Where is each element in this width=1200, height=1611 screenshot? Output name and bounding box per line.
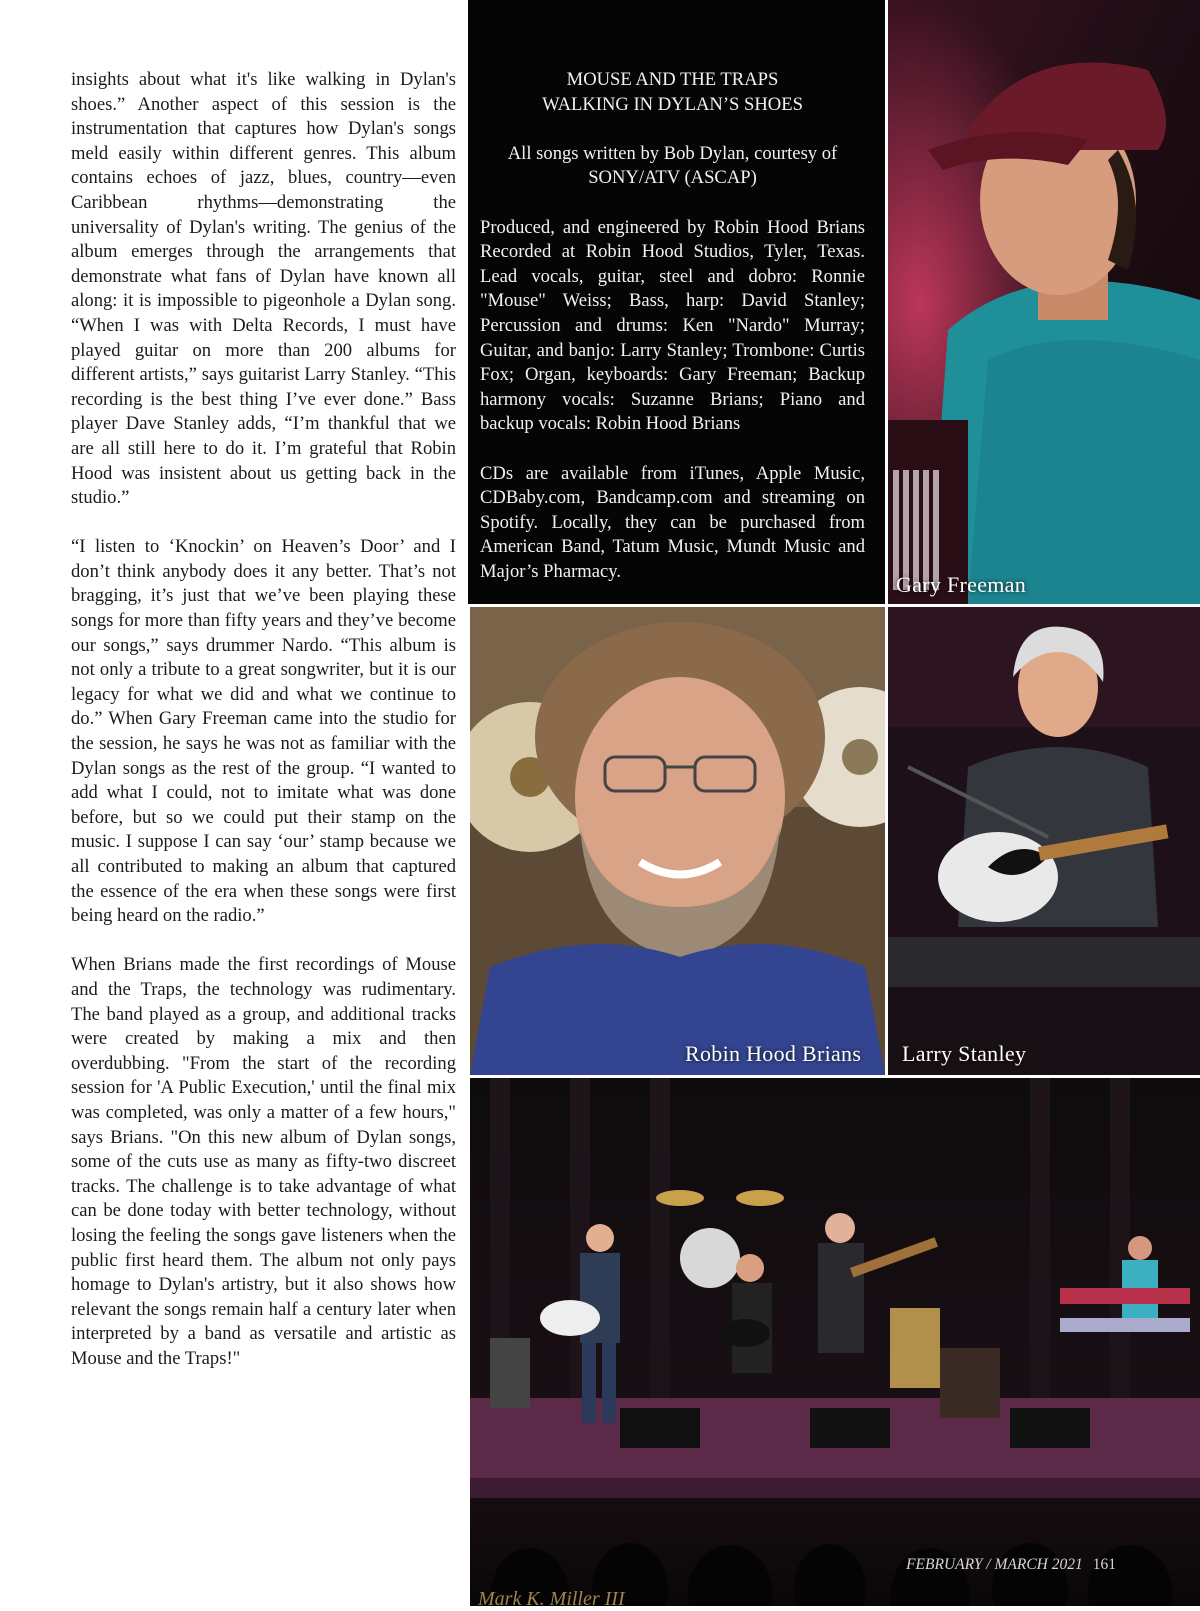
- availability-note: CDs are available from iTunes, Apple Music, CDBaby.com, Bandcamp.com and streaming on Spotify. Locally, they can be purchased from American Band, Tatum Music, Mundt Music and Major’s Pharmacy.: [480, 462, 865, 582]
- album-band-title: MOUSE AND THE TRAPS: [566, 69, 779, 90]
- article-paragraph-2: “I listen to ‘Knockin’ on Heaven’s Door’ and I don’t think anybody does it any better. That’s not bragging, it’s just that we’ve been playing these songs for more than fifty years and they’ve become our songs,” says drummer Nardo. “This album is not only a tribute to a great songwriter, but it is our legacy for what we did and what we continue to do.” When Gary Freeman came into the studio for the session, he says he was not as familiar with the Dylan songs as the rest of the group. “I wanted to add what I could, not to imitate what was done before, but so we could put their stamp on the music. I suppose I can say ‘our’ stamp because we all contributed to making an album that captured the essence of the era when these songs were first being heard on the radio.”: [71, 536, 456, 927]
- issue-date: FEBRUARY / MARCH 2021: [906, 1556, 1083, 1573]
- robin-hood-brians-caption: Robin Hood Brians: [685, 1041, 862, 1066]
- album-title: WALKING IN DYLAN’S SHOES: [542, 93, 803, 115]
- larry-stanley-photo: [888, 607, 1200, 1075]
- gary-freeman-photo: [888, 0, 1200, 604]
- larry-stanley-caption: Larry Stanley: [902, 1041, 1027, 1066]
- songwriter-credit-line1: All songs written by Bob Dylan, courtesy of: [507, 142, 838, 164]
- songwriter-credit-line2: SONY/ATV (ASCAP): [588, 167, 757, 189]
- article-column: [71, 68, 456, 1396]
- robin-hood-brians-photo: [470, 607, 885, 1075]
- page-number: 161: [1092, 1556, 1116, 1573]
- band-concert-photo: [470, 1078, 1200, 1606]
- personnel-credits: Produced, and engineered by Robin Hood Brians Recorded at Robin Hood Studios, Tyler, Texas. Lead vocals, guitar, steel and dobro: Ronnie "Mouse" Weiss; Bass, harp: David Stanley; Percussion and drums: Ken "Nardo" Murray; Guitar, and banjo: Larry Stanley; Trombone: Curtis Fox; Organ, keyboards: Gary Freeman; Backup harmony vocals: Suzanne Brians; Piano and backup vocals: Robin Hood Brians: [480, 216, 865, 435]
- article-paragraph-3: When Brians made the first recordings of Mouse and the Traps, the technology was rudimentary. The band played as a group, and additional tracks were created by making a mix and then overdubbing. "From the start of the recording session for 'A Public Execution,' until the final mix was completed, was only a matter of a few hours," says Brians. "On this new album of Dylan songs, some of the cuts use as many as fifty-two discreet tracks. The challenge is to take advantage of what can be done today with better technology, without losing the feeling the songs gave listeners when the public first heard them. The album not only pays homage to Dylan's artistry, but it also shows how relevant the songs remain half a century later when interpreted by a band as versatile and artistic as Mouse and the Traps!": [71, 954, 456, 1369]
- issue-footer: [906, 1556, 1116, 1574]
- album-credits-box: [468, 0, 885, 604]
- photographer-signature: Mark K. Miller III: [478, 1588, 625, 1610]
- article-paragraph-1: insights about what it's like walking in Dylan's shoes.” Another aspect of this session is the instrumentation that captures how Dylan's songs meld easily within different genres. This album contains echoes of jazz, blues, country—even Caribbean rhythms—demonstrating the universality of Dylan's writing. The genius of the album emerges through the arrangements that demonstrate what fans of Dylan have known all along: it is impossible to pigeonhole a Dylan song. “When I was with Delta Records, I must have played guitar on more than 200 albums for different artists,” says guitarist Larry Stanley. “This recording is the best thing I’ve ever done.” Bass player Dave Stanley adds, “I’m thankful that we are all still here to do it. I’m grateful that Robin Hood was insistent about us getting back in the studio.”: [71, 69, 456, 509]
- gary-freeman-caption: Gary Freeman: [896, 572, 1027, 597]
- album-title-block: [480, 68, 865, 216]
